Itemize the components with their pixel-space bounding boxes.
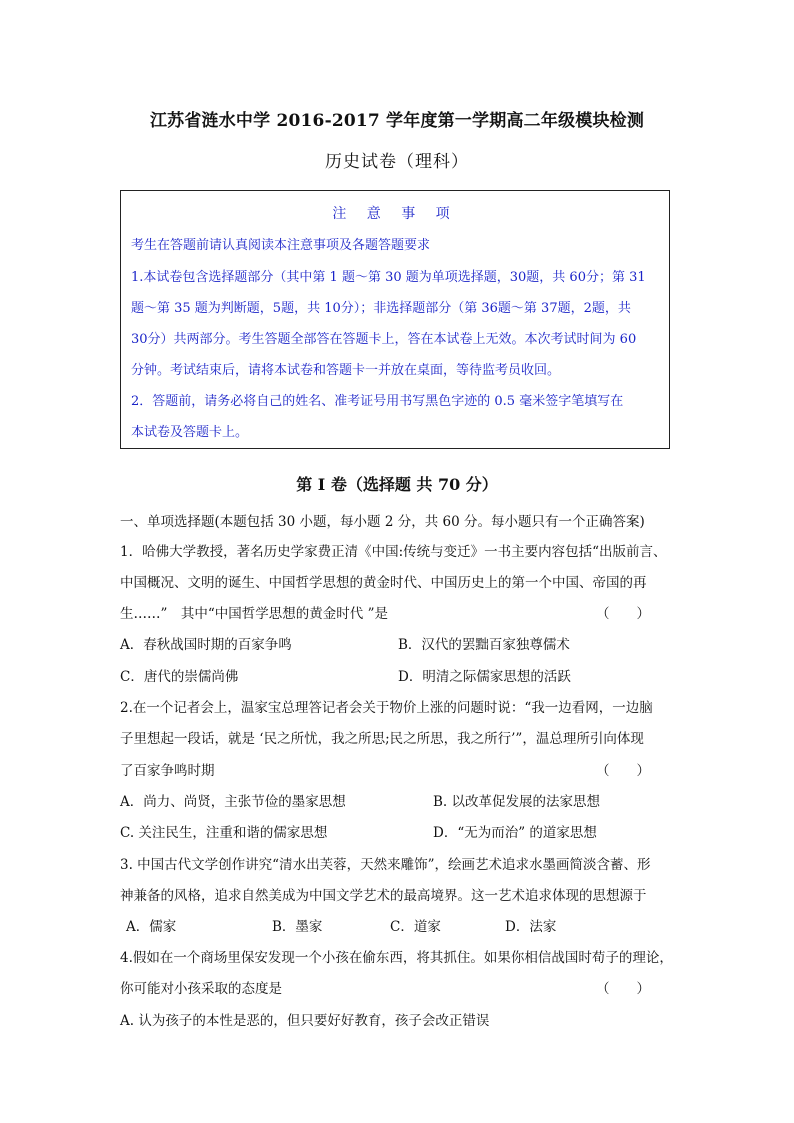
answer-blank: （ ）	[596, 763, 650, 779]
question-4-line: 4.假如在一个商场里保安发现一个小孩在偷东西，将其抓住。如果你相信战国时荀子的理论，	[120, 950, 673, 966]
option-b: B. 以改革促发展的法家思想	[433, 794, 601, 810]
section-title: 第 I 卷（选择题 共 70 分）	[296, 475, 498, 494]
question-3-line: 3. 中国古代文学创作讲究“清水出芙蓉，天然来雕饰”，绘画艺术追求水墨画简淡含蓄、形	[120, 857, 651, 873]
notice-line: 1.本试卷包含选择题部分（其中第 1 题～第 30 题为单项选择题，30题，共 60分；第 31	[131, 270, 646, 285]
option-c: C．道家	[390, 919, 441, 935]
option-a: A．春秋战国时期的百家争鸣	[120, 637, 292, 653]
notice-heading: 注 意 事 项	[332, 206, 458, 222]
option-c: C. 关注民生，注重和谐的儒家思想	[120, 825, 328, 841]
answer-blank: （ ）	[596, 606, 650, 622]
option-d: D．法家	[505, 919, 557, 935]
notice-line: 2．答题前，请务必将自己的姓名、准考证号用书写黑色字迹的 0.5 毫米签字笔填写在	[131, 394, 624, 409]
option-a: A. 认为孩子的本性是恶的，但只要好好教育，孩子会改正错误	[120, 1013, 490, 1029]
option-c: C．唐代的崇儒尚佛	[120, 669, 239, 685]
question-2-line: 2.在一个记者会上，温家宝总理答记者会关于物价上涨的问题时说：“我一边看网，一边脑	[120, 700, 653, 716]
option-a: A．尚力、尚贤，主张节俭的墨家思想	[120, 794, 346, 810]
option-a: A．儒家	[126, 919, 177, 935]
notice-line: 题～第 35 题为判断题，5题，共 10分）；非选择题部分（第 36题～第 37题，2题，共	[131, 301, 631, 316]
notice-line: 考生在答题前请认真阅读本注意事项及各题答题要求	[131, 238, 431, 253]
notice-line: 分钟。考试结束后，请将本试卷和答题卡一并放在桌面，等待监考员收回。	[131, 363, 561, 378]
exam-title: 江苏省涟水中学 2016-2017 学年度第一学期高二年级模块检测	[149, 111, 645, 131]
option-d: D．明清之际儒家思想的活跃	[398, 669, 571, 685]
section-instruction: 一、单项选择题(本题包括 30 小题，每小题 2 分，共 60 分。每小题只有一个正确答案)	[120, 514, 645, 530]
question-3-line: 神兼备的风格，追求自然美成为中国文学艺术的最高境界。这一艺术追求体现的思想源于	[120, 888, 647, 904]
option-b: B．墨家	[272, 919, 323, 935]
question-4-line: 你可能对小孩采取的态度是	[120, 981, 282, 997]
question-1-line: 中国概况、文明的诞生、中国哲学思想的黄金时代、中国历史上的第一个中国、帝国的再	[120, 575, 647, 591]
question-1-line: 1．哈佛大学教授，著名历史学家费正清《中国:传统与变迁》一书主要内容包括“出版前言、	[120, 544, 667, 560]
option-b: B．汉代的罢黜百家独尊儒术	[398, 637, 570, 653]
question-2-line: 子里想起一段话，就是 ‘民之所忧，我之所思;民之所思，我之所行’”，温总理所引向体现	[120, 731, 644, 747]
question-1-line: 生……” 其中“中国哲学思想的黄金时代 ”是	[120, 606, 388, 622]
exam-subtitle: 历史试卷（理科）	[325, 152, 469, 172]
question-2-line: 了百家争鸣时期	[120, 763, 215, 779]
notice-line: 本试卷及答题卡上。	[131, 425, 249, 440]
answer-blank: （ ）	[596, 981, 650, 997]
option-d: D．“无为而治” 的道家思想	[433, 825, 597, 841]
notice-box	[120, 190, 670, 449]
notice-line: 30分）共两部分。考生答题全部答在答题卡上，答在本试卷上无效。本次考试时间为 60	[131, 332, 637, 347]
